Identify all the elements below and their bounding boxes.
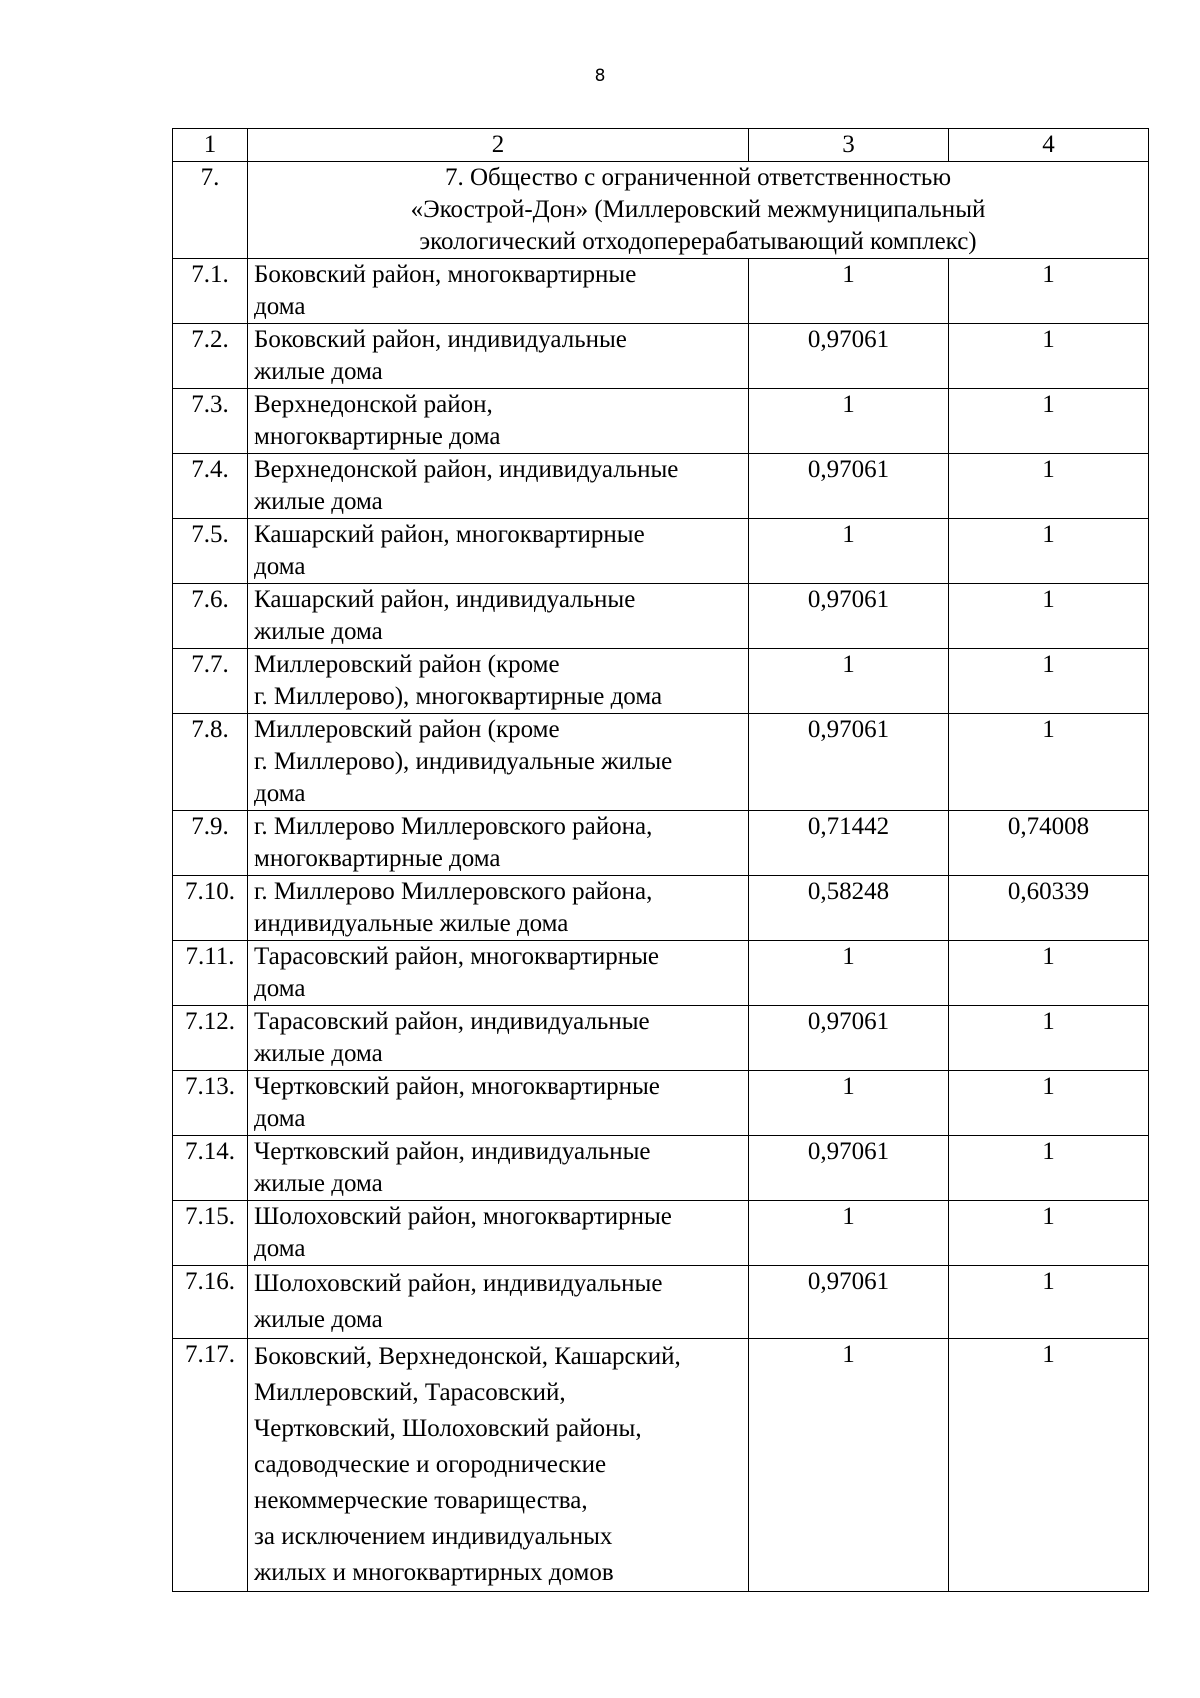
description-line: Чертковский, Шолоховский районы, <box>254 1415 642 1442</box>
row-number: 7.11. <box>173 941 248 1006</box>
description-line: за исключением индивидуальных <box>254 1523 613 1550</box>
row-description <box>248 1266 749 1339</box>
value-col-4: 0,60339 <box>949 876 1149 941</box>
row-description <box>248 714 749 811</box>
value-col-3: 1 <box>749 519 949 584</box>
table-row <box>173 584 1149 649</box>
description-line: Шолоховский район, многоквартирные <box>254 1203 672 1230</box>
row-number: 7.17. <box>173 1339 248 1592</box>
section-number: 7. <box>173 162 248 259</box>
value-col-3: 0,97061 <box>749 324 949 389</box>
row-number: 7.8. <box>173 714 248 811</box>
description-line: многоквартирные дома <box>254 423 501 450</box>
table-row <box>173 519 1149 584</box>
description-line: Верхнедонской район, индивидуальные <box>254 456 679 483</box>
table-row <box>173 1071 1149 1136</box>
description-line: Миллеровский район (кроме <box>254 651 560 678</box>
value-col-4: 1 <box>949 519 1149 584</box>
description-line: дома <box>254 1235 306 1262</box>
table-row <box>173 811 1149 876</box>
value-col-3: 0,71442 <box>749 811 949 876</box>
value-col-3: 0,97061 <box>749 1266 949 1339</box>
table-row <box>173 876 1149 941</box>
description-line: Боковский, Верхнедонской, Кашарский, <box>254 1343 681 1370</box>
value-col-4: 0,74008 <box>949 811 1149 876</box>
value-col-3: 1 <box>749 1339 949 1592</box>
description-line: Боковский район, многоквартирные <box>254 261 637 288</box>
description-line: садоводческие и огороднические <box>254 1451 607 1478</box>
value-col-4: 1 <box>949 1071 1149 1136</box>
value-col-3: 1 <box>749 389 949 454</box>
table-row <box>173 259 1149 324</box>
description-line: Кашарский район, индивидуальные <box>254 586 636 613</box>
row-description <box>248 1071 749 1136</box>
row-number: 7.9. <box>173 811 248 876</box>
row-number: 7.2. <box>173 324 248 389</box>
value-col-4: 1 <box>949 584 1149 649</box>
row-number: 7.10. <box>173 876 248 941</box>
header-col-4: 4 <box>949 129 1149 162</box>
value-col-3: 1 <box>749 259 949 324</box>
description-line: жилые дома <box>254 1170 383 1197</box>
value-col-3: 0,97061 <box>749 714 949 811</box>
description-line: многоквартирные дома <box>254 845 501 872</box>
row-number: 7.3. <box>173 389 248 454</box>
value-col-3: 1 <box>749 1201 949 1266</box>
row-number: 7.7. <box>173 649 248 714</box>
description-line: жилые дома <box>254 358 383 385</box>
value-col-4: 1 <box>949 1136 1149 1201</box>
description-line: Боковский район, индивидуальные <box>254 326 627 353</box>
description-line: Чертковский район, индивидуальные <box>254 1138 651 1165</box>
table-row <box>173 1201 1149 1266</box>
header-col-3: 3 <box>749 129 949 162</box>
value-col-4: 1 <box>949 1266 1149 1339</box>
description-line: индивидуальные жилые дома <box>254 910 569 937</box>
description-line: дома <box>254 293 306 320</box>
table-row <box>173 1266 1149 1339</box>
row-description <box>248 811 749 876</box>
value-col-3: 0,58248 <box>749 876 949 941</box>
description-line: Миллеровский, Тарасовский, <box>254 1379 566 1406</box>
value-col-4: 1 <box>949 389 1149 454</box>
tariff-table <box>172 128 1149 1592</box>
description-line: жилых и многоквартирных домов <box>254 1559 614 1586</box>
row-number: 7.13. <box>173 1071 248 1136</box>
row-number: 7.16. <box>173 1266 248 1339</box>
table-row <box>173 1339 1149 1592</box>
row-description <box>248 941 749 1006</box>
row-description <box>248 1006 749 1071</box>
value-col-4: 1 <box>949 1339 1149 1592</box>
description-line: Тарасовский район, многоквартирные <box>254 943 659 970</box>
value-col-4: 1 <box>949 714 1149 811</box>
table-row <box>173 1006 1149 1071</box>
value-col-4: 1 <box>949 1006 1149 1071</box>
value-col-3: 0,97061 <box>749 584 949 649</box>
description-line: Шолоховский район, индивидуальные <box>254 1270 663 1297</box>
section-title-line: 7. Общество с ограниченной ответственностью <box>445 164 951 191</box>
row-description <box>248 454 749 519</box>
description-line: г. Миллерово Миллеровского района, <box>254 878 653 905</box>
table-row <box>173 389 1149 454</box>
page-number: 8 <box>594 66 606 86</box>
description-line: Чертковский район, многоквартирные <box>254 1073 660 1100</box>
section-title-line: экологический отходоперерабатывающий комплекс) <box>419 228 977 255</box>
description-line: жилые дома <box>254 1306 383 1333</box>
table-row <box>173 714 1149 811</box>
table-row <box>173 1136 1149 1201</box>
description-line: Кашарский район, многоквартирные <box>254 521 645 548</box>
row-description <box>248 876 749 941</box>
description-line: г. Миллерово Миллеровского района, <box>254 813 653 840</box>
row-description <box>248 1201 749 1266</box>
description-line: Верхнедонской район, <box>254 391 493 418</box>
value-col-3: 0,97061 <box>749 1006 949 1071</box>
row-number: 7.15. <box>173 1201 248 1266</box>
table-row <box>173 649 1149 714</box>
value-col-3: 1 <box>749 941 949 1006</box>
section-row <box>173 162 1149 259</box>
table-row <box>173 454 1149 519</box>
header-col-1: 1 <box>173 129 248 162</box>
row-description <box>248 259 749 324</box>
description-line: жилые дома <box>254 488 383 515</box>
description-line: г. Миллерово), индивидуальные жилые <box>254 748 673 775</box>
description-line: жилые дома <box>254 618 383 645</box>
header-row <box>173 129 1149 162</box>
description-line: жилые дома <box>254 1040 383 1067</box>
value-col-3: 0,97061 <box>749 1136 949 1201</box>
value-col-4: 1 <box>949 324 1149 389</box>
value-col-3: 1 <box>749 649 949 714</box>
value-col-3: 1 <box>749 1071 949 1136</box>
row-description <box>248 324 749 389</box>
value-col-4: 1 <box>949 1201 1149 1266</box>
description-line: дома <box>254 975 306 1002</box>
section-title <box>248 162 1149 259</box>
section-title-line: «Экострой-Дон» (Миллеровский межмуниципальный <box>410 196 986 223</box>
row-description <box>248 1339 749 1592</box>
value-col-4: 1 <box>949 454 1149 519</box>
row-number: 7.1. <box>173 259 248 324</box>
row-number: 7.5. <box>173 519 248 584</box>
value-col-4: 1 <box>949 941 1149 1006</box>
row-number: 7.4. <box>173 454 248 519</box>
description-line: дома <box>254 553 306 580</box>
description-line: дома <box>254 780 306 807</box>
row-description <box>248 584 749 649</box>
description-line: Миллеровский район (кроме <box>254 716 560 743</box>
description-line: Тарасовский район, индивидуальные <box>254 1008 650 1035</box>
description-line: некоммерческие товарищества, <box>254 1487 588 1514</box>
value-col-4: 1 <box>949 259 1149 324</box>
row-number: 7.6. <box>173 584 248 649</box>
description-line: г. Миллерово), многоквартирные дома <box>254 683 663 710</box>
row-number: 7.14. <box>173 1136 248 1201</box>
value-col-3: 0,97061 <box>749 454 949 519</box>
description-line: дома <box>254 1105 306 1132</box>
row-description <box>248 389 749 454</box>
table-row <box>173 941 1149 1006</box>
row-description <box>248 649 749 714</box>
table-row <box>173 324 1149 389</box>
row-description <box>248 519 749 584</box>
row-description <box>248 1136 749 1201</box>
row-number: 7.12. <box>173 1006 248 1071</box>
value-col-4: 1 <box>949 649 1149 714</box>
header-col-2: 2 <box>248 129 749 162</box>
